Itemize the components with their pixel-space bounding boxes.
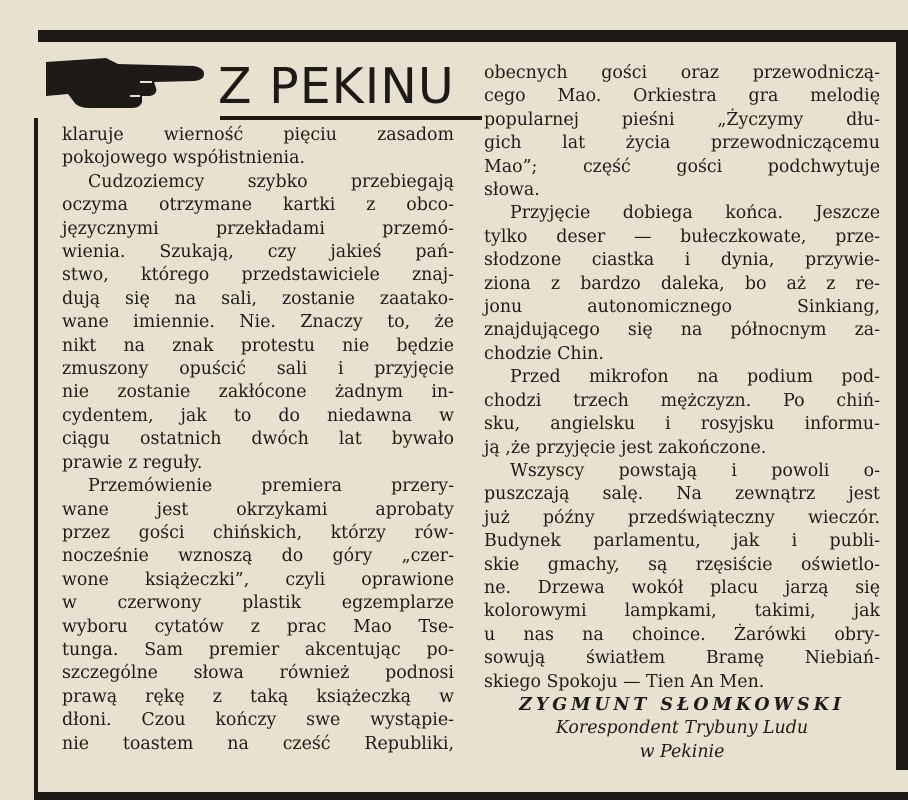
text-line: prawą rękę z taką książeczką w xyxy=(62,686,454,707)
text-line: prawie z reguły. xyxy=(62,452,203,473)
text-line: ne. Drzewa wokół placu jarzą się xyxy=(484,577,880,598)
text-line: tylko deser — bułeczkowate, prze- xyxy=(484,226,880,247)
text-line: wyboru cytatów z prac Mao Tse- xyxy=(62,616,454,637)
text-line: ją ,że przyjęcie jest zakończone. xyxy=(484,437,767,458)
text-line: u nas na choince. Żarówki obry- xyxy=(484,624,880,645)
text-line: puszczają salę. Na zewnątrz jest xyxy=(484,484,880,505)
text-line: znajdującego się na północnym za- xyxy=(484,320,880,341)
text-line: nie toastem na cześć Republiki, xyxy=(62,733,454,754)
text-line: Przemówienie premiera przery- xyxy=(88,476,454,497)
text-line: oczyma otrzymane kartki z obco- xyxy=(62,195,454,216)
author-location: w Pekinie xyxy=(639,741,725,762)
text-line: już późny przedświąteczny wieczór. xyxy=(484,507,880,528)
text-line: w czerwony plastik egzemplarze xyxy=(62,593,454,614)
text-line: dłoni. Czou kończy swe wystąpie- xyxy=(62,710,454,731)
text-line: cydentem, jak to do niedawna w xyxy=(62,405,454,426)
author-name: ZYGMUNT SŁOMKOWSKI xyxy=(519,694,845,715)
text-line: nie zostanie zakłócone żadnym in- xyxy=(62,382,454,403)
text-line: szczególne słowa również podnosi xyxy=(62,663,454,684)
text-line: sowują światłem Bramę Niebiań- xyxy=(484,648,880,669)
text-line: skiego Spokoju — Tien An Men. xyxy=(484,671,765,692)
text-line: wane imiennie. Nie. Znaczy to, że xyxy=(62,312,454,333)
text-line: sku, angielsku i rosyjsku informu- xyxy=(484,414,880,435)
top-border-rule xyxy=(38,30,908,42)
text-line: Wszyscy powstają i powoli o- xyxy=(510,460,880,481)
text-line: dują się na sali, zostanie zaatako- xyxy=(62,288,454,309)
left-text-column xyxy=(62,124,454,756)
text-line: tunga. Sam premier akcentując po- xyxy=(62,639,454,660)
text-line: wienia. Szukają, czy jakieś pań- xyxy=(62,242,454,263)
text-line: przez gości chińskich, którzy rów- xyxy=(62,522,454,543)
text-line: Budynek parlamentu, jak i publi- xyxy=(484,531,880,552)
text-line: słodzone ciastka i dynia, przywie- xyxy=(484,250,880,271)
text-line: obecnych gości oraz przewodniczą- xyxy=(484,63,880,83)
text-line: skie gmachy, są rzęsiście oświetlo- xyxy=(484,554,880,575)
text-line: Przyjęcie dobiega końca. Jeszcze xyxy=(510,203,880,224)
text-line: nocześnie wznoszą do góry „czer- xyxy=(62,546,454,567)
text-line: ciągu ostatnich dwóch lat bywało xyxy=(62,429,454,450)
text-line: jonu autonomicznego Sinkiang, xyxy=(484,297,880,318)
bottom-border-rule xyxy=(34,792,908,800)
heading-underline xyxy=(220,116,482,120)
text-line: języcznymi przekładami przemó- xyxy=(62,218,454,239)
text-line: popularnej pieśni „Życzymy dłu- xyxy=(484,109,880,130)
text-line: chodzie Chin. xyxy=(484,343,604,364)
pointing-hand-icon xyxy=(44,54,206,110)
text-line: klaruje wierność pięciu zasadom xyxy=(62,125,454,145)
text-line: słowa. xyxy=(484,180,540,201)
text-line: pokojowego współistnienia. xyxy=(62,148,306,169)
author-role: Korespondent Trybuny Ludu xyxy=(555,718,809,739)
text-line: gich lat życia przewodniczącemu xyxy=(484,133,880,154)
right-border-rule xyxy=(896,30,908,770)
text-line: stwo, którego przedstawiciele znaj- xyxy=(62,265,454,286)
right-text-column xyxy=(484,62,880,764)
text-line: cego Mao. Orkiestra gra melodię xyxy=(484,86,880,107)
text-line: zmuszony opuścić sali i przyjęcie xyxy=(62,359,454,380)
text-line: ziona z bardzo daleka, bo aż z re- xyxy=(484,273,880,294)
text-line: wane jest okrzykami aprobaty xyxy=(62,499,454,520)
text-line: Cudzoziemcy szybko przebiegają xyxy=(88,171,454,192)
text-line: Przed mikrofon na podium pod- xyxy=(510,367,880,388)
article-heading: Z PEKINU xyxy=(218,58,455,115)
text-line: nikt na znak protestu nie będzie xyxy=(62,335,454,356)
left-border-rule xyxy=(34,118,38,800)
text-line: kolorowymi lampkami, takimi, jak xyxy=(484,601,880,622)
text-line: wone książeczki”, czyli oprawione xyxy=(62,569,454,590)
text-line: Mao”; część gości podchwytuje xyxy=(484,156,880,177)
text-line: chodzi trzech mężczyzn. Po chiń- xyxy=(484,390,880,411)
